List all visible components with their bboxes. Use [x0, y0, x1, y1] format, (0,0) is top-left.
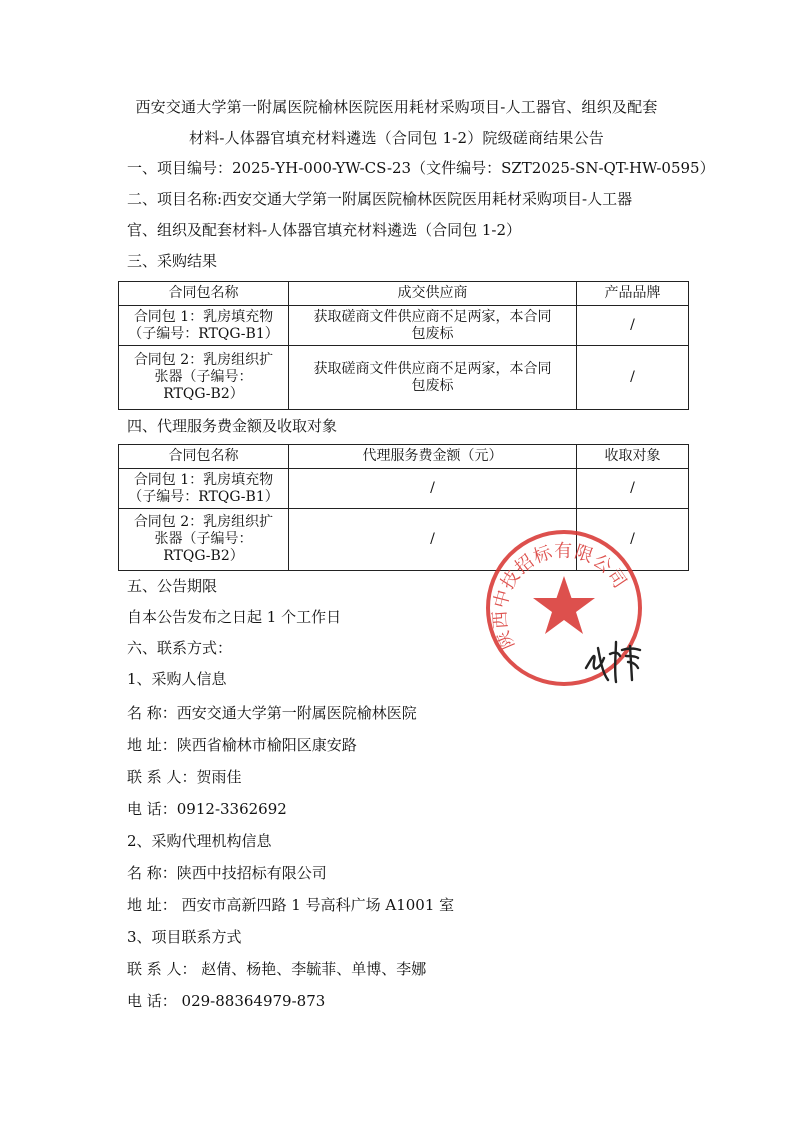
brand-cell: /	[577, 306, 689, 346]
project-contact-phone: 电 话： 029-88364979-873	[127, 992, 326, 1010]
purchaser-phone: 电 话：0912-3362692	[127, 800, 287, 818]
agency-fee-heading: 四、代理服务费金额及收取对象	[127, 417, 338, 435]
agency-address: 地 址： 西安市高新四路 1 号高科广场 A1001 室	[127, 896, 455, 914]
contract-package-code: RTQG-B2）	[163, 548, 244, 564]
project-contact-persons: 联 系 人： 赵倩、杨艳、李毓菲、单博、李娜	[127, 960, 427, 978]
agency-name: 名 称：陕西中技招标有限公司	[127, 864, 327, 882]
project-name-line-2: 官、组织及配套材料-人体器官填充材料遴选（合同包 1-2）	[127, 221, 521, 239]
contract-package-name: 张器（子编号：	[154, 369, 253, 385]
table-row	[119, 306, 689, 346]
notice-period-heading: 五、公告期限	[127, 577, 218, 595]
seal-text: 陕西中技招标有限公司	[489, 540, 631, 653]
brand-cell: /	[577, 346, 689, 410]
contract-package-name: 合同包 1：乳房填充物	[133, 308, 274, 325]
supplier-text: 获取磋商文件供应商不足两家，本合同	[313, 360, 552, 377]
column-header: 合同包名称	[119, 445, 289, 469]
procurement-result-table	[118, 281, 689, 410]
project-contact-heading: 3、项目联系方式	[127, 928, 242, 946]
notice-title-line-1: 西安交通大学第一附属医院榆林医院医用耗材采购项目-人工器官、组织及配套	[135, 98, 658, 116]
contract-package-code: （子编号：RTQG-B1）	[128, 325, 279, 342]
table-header-row	[119, 282, 689, 306]
project-name-line-1: 二、项目名称:西安交通大学第一附属医院榆林医院医用耗材采购项目-人工器	[127, 190, 633, 208]
contract-package-name: 合同包 2：乳房组织扩	[133, 514, 274, 530]
supplier-text: 包废标	[411, 377, 454, 394]
contract-package-cell	[119, 509, 289, 571]
notice-title-line-2: 材料-人体器官填充材料遴选（合同包 1-2）院级磋商结果公告	[189, 129, 604, 147]
fee-cell: /	[289, 469, 577, 509]
column-header: 产品品牌	[577, 282, 689, 306]
contract-package-name: 张器（子编号：	[154, 531, 253, 547]
contract-package-name: 合同包 2：乳房组织扩	[133, 352, 274, 368]
contact-heading: 六、联系方式：	[127, 639, 233, 657]
project-number: 一、项目编号：2025-YH-000-YW-CS-23（文件编号：SZT2025-SN-QT-HW-0595）	[127, 159, 715, 177]
contract-package-cell	[119, 306, 289, 346]
purchaser-contact: 联 系 人：贺雨佳	[127, 768, 242, 786]
seal-star	[533, 576, 595, 634]
column-header: 收取对象	[577, 445, 689, 469]
signature-icon	[582, 628, 644, 686]
payer-cell: /	[577, 469, 689, 509]
purchaser-name: 名 称：西安交通大学第一附属医院榆林医院	[127, 704, 417, 722]
supplier-cell	[289, 306, 577, 346]
contract-package-code: RTQG-B2）	[163, 386, 244, 402]
payer-cell: /	[577, 509, 689, 571]
contract-package-name: 合同包 1：乳房填充物	[133, 471, 274, 488]
procurement-result-heading: 三、采购结果	[127, 252, 218, 270]
notice-period-text: 自本公告发布之日起 1 个工作日	[127, 608, 342, 626]
agency-heading: 2、采购代理机构信息	[127, 832, 272, 850]
purchaser-address: 地 址：陕西省榆林市榆阳区康安路	[127, 736, 357, 754]
contract-package-cell	[119, 346, 289, 410]
supplier-text: 获取磋商文件供应商不足两家，本合同	[313, 308, 552, 325]
fee-cell: /	[289, 509, 577, 571]
supplier-text: 包废标	[411, 325, 454, 342]
column-header: 合同包名称	[119, 282, 289, 306]
purchaser-heading: 1、采购人信息	[127, 670, 227, 688]
table-row	[119, 346, 689, 410]
contract-package-cell	[119, 469, 289, 509]
contract-package-code: （子编号：RTQG-B1）	[128, 488, 279, 505]
table-row	[119, 469, 689, 509]
supplier-cell	[289, 346, 577, 410]
column-header: 代理服务费金额（元）	[289, 445, 577, 469]
column-header: 成交供应商	[289, 282, 577, 306]
table-header-row	[119, 445, 689, 469]
